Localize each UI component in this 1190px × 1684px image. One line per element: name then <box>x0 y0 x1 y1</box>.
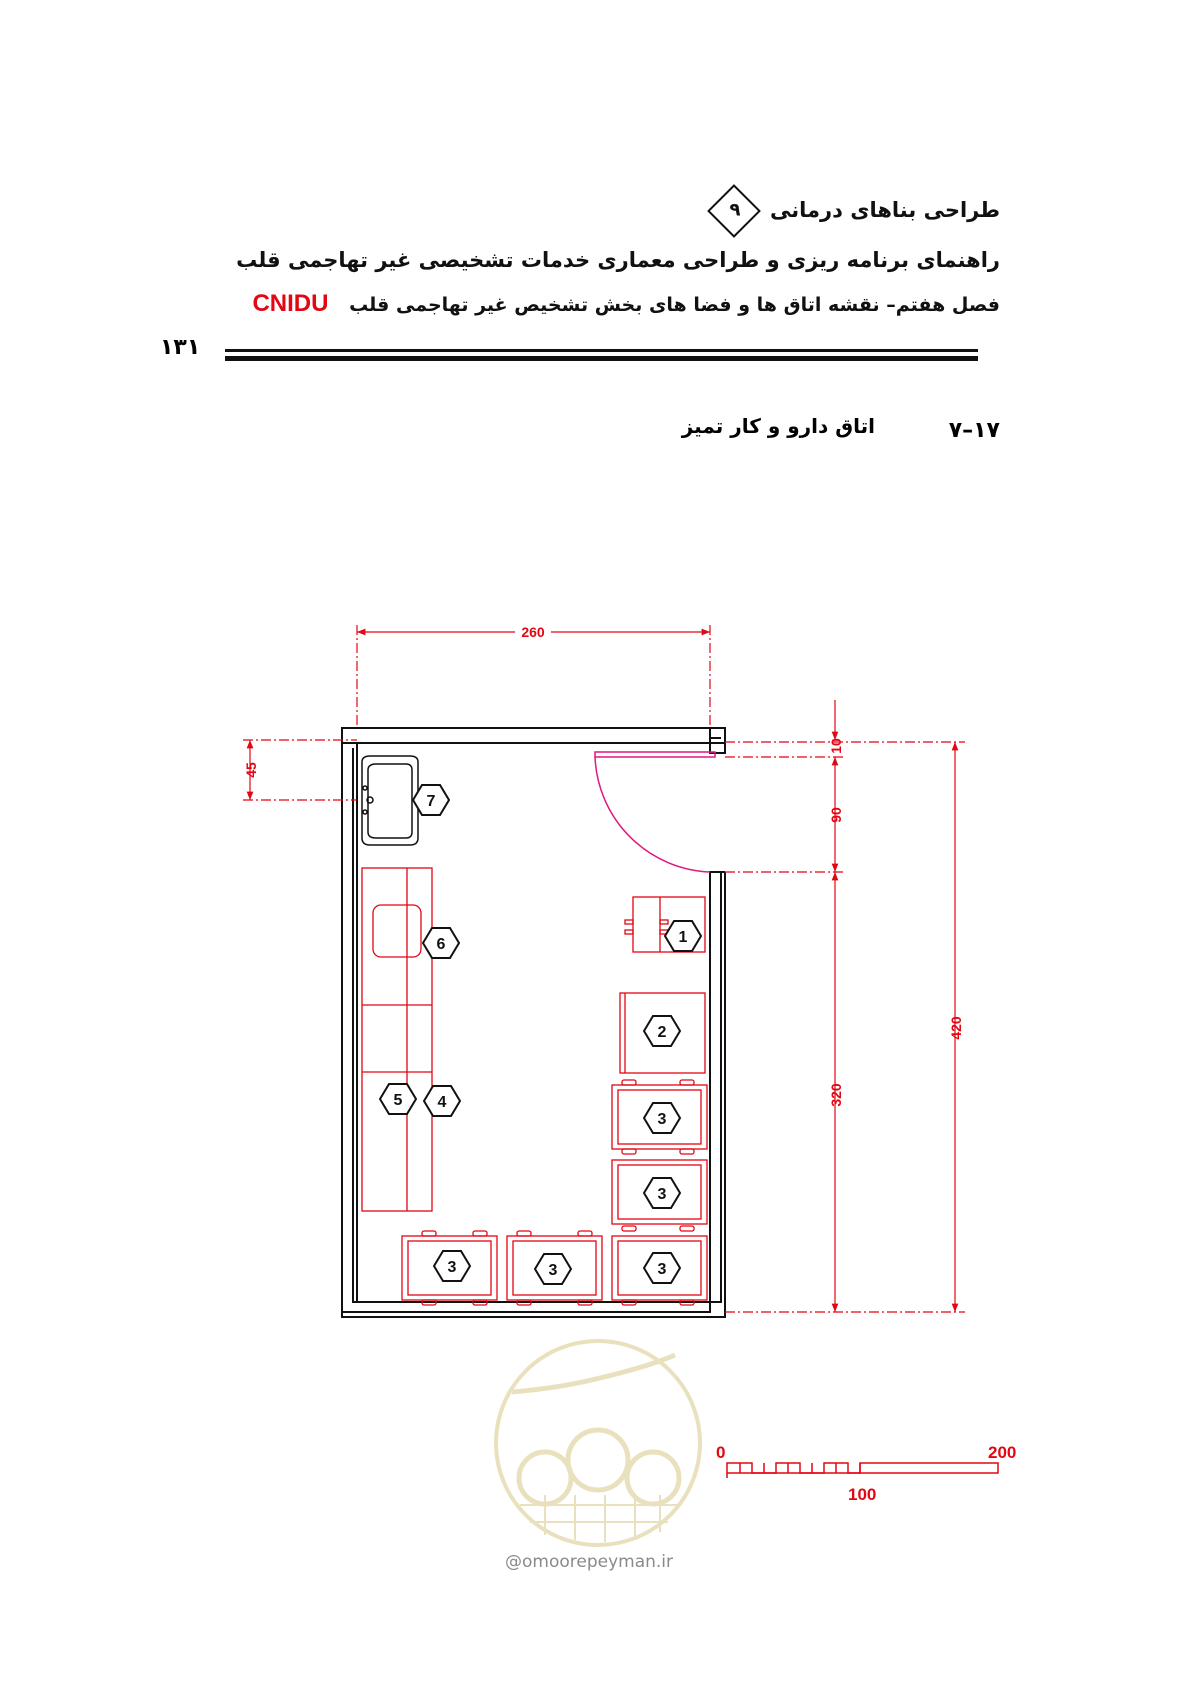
door <box>595 752 715 872</box>
section-title: اتاق دارو و کار تمیز <box>681 414 875 438</box>
scale-bar <box>716 1443 1016 1504</box>
sink <box>362 756 418 845</box>
item-label-2 <box>644 1016 680 1046</box>
scale-mid: 100 <box>848 1485 877 1504</box>
item-label-6-text: 6 <box>436 936 446 953</box>
book-title-text: طراحی بناهای درمانی <box>770 198 1000 222</box>
dimension-labels <box>243 624 964 1107</box>
watermark-logo <box>496 1341 700 1545</box>
item-label-7-text: 7 <box>426 793 436 810</box>
guide-title: راهنمای برنامه ریزی و طراحی معماری خدمات تشخیصی غیر تهاجمی قلب <box>236 248 1000 272</box>
item-label-1-text: 1 <box>678 929 688 946</box>
unit-code: CNIDU <box>252 290 329 317</box>
item-label-3b-text: 3 <box>657 1186 667 1203</box>
scale-end: 200 <box>988 1443 1017 1462</box>
item-label-3a-text: 3 <box>657 1111 667 1128</box>
item-label-3e <box>434 1251 470 1281</box>
counter <box>362 868 432 1211</box>
dim-door: 90 <box>828 807 844 823</box>
scale-start: 0 <box>716 1443 726 1462</box>
item-label-3d-text: 3 <box>548 1262 558 1279</box>
item-label-3c-text: 3 <box>657 1261 667 1278</box>
item-labels <box>380 785 701 1284</box>
item-label-3e-text: 3 <box>447 1259 457 1276</box>
item-label-2-text: 2 <box>657 1024 667 1041</box>
dim-total: 420 <box>948 1016 964 1040</box>
page-number: ۱۳۱ <box>160 335 201 360</box>
volume-number: ۹ <box>729 199 741 221</box>
item-label-3a <box>644 1103 680 1133</box>
item-label-5-text: 5 <box>393 1092 403 1109</box>
item-label-3c <box>644 1253 680 1283</box>
section-number: ۷–۱۷ <box>948 418 1000 443</box>
item-label-4 <box>424 1086 460 1116</box>
dim-top-wall: 10 <box>828 738 844 754</box>
dim-sink-offset: 45 <box>243 762 259 778</box>
chapter-title-text: فصل هفتم– نقشه اتاق ها و فضا های بخش تشخیص غیر تهاجمی قلب <box>349 294 1000 316</box>
dim-width: 260 <box>521 624 545 640</box>
item-label-1 <box>665 921 701 951</box>
watermark-handle: @omoorepeyman.ir <box>505 1552 674 1572</box>
item-label-5 <box>380 1084 416 1114</box>
item-label-6 <box>423 928 459 958</box>
item-label-4-text: 4 <box>437 1094 447 1111</box>
item-label-3d <box>535 1254 571 1284</box>
dim-lower: 320 <box>828 1083 844 1107</box>
item-label-7 <box>413 785 449 815</box>
item-label-3b <box>644 1178 680 1208</box>
